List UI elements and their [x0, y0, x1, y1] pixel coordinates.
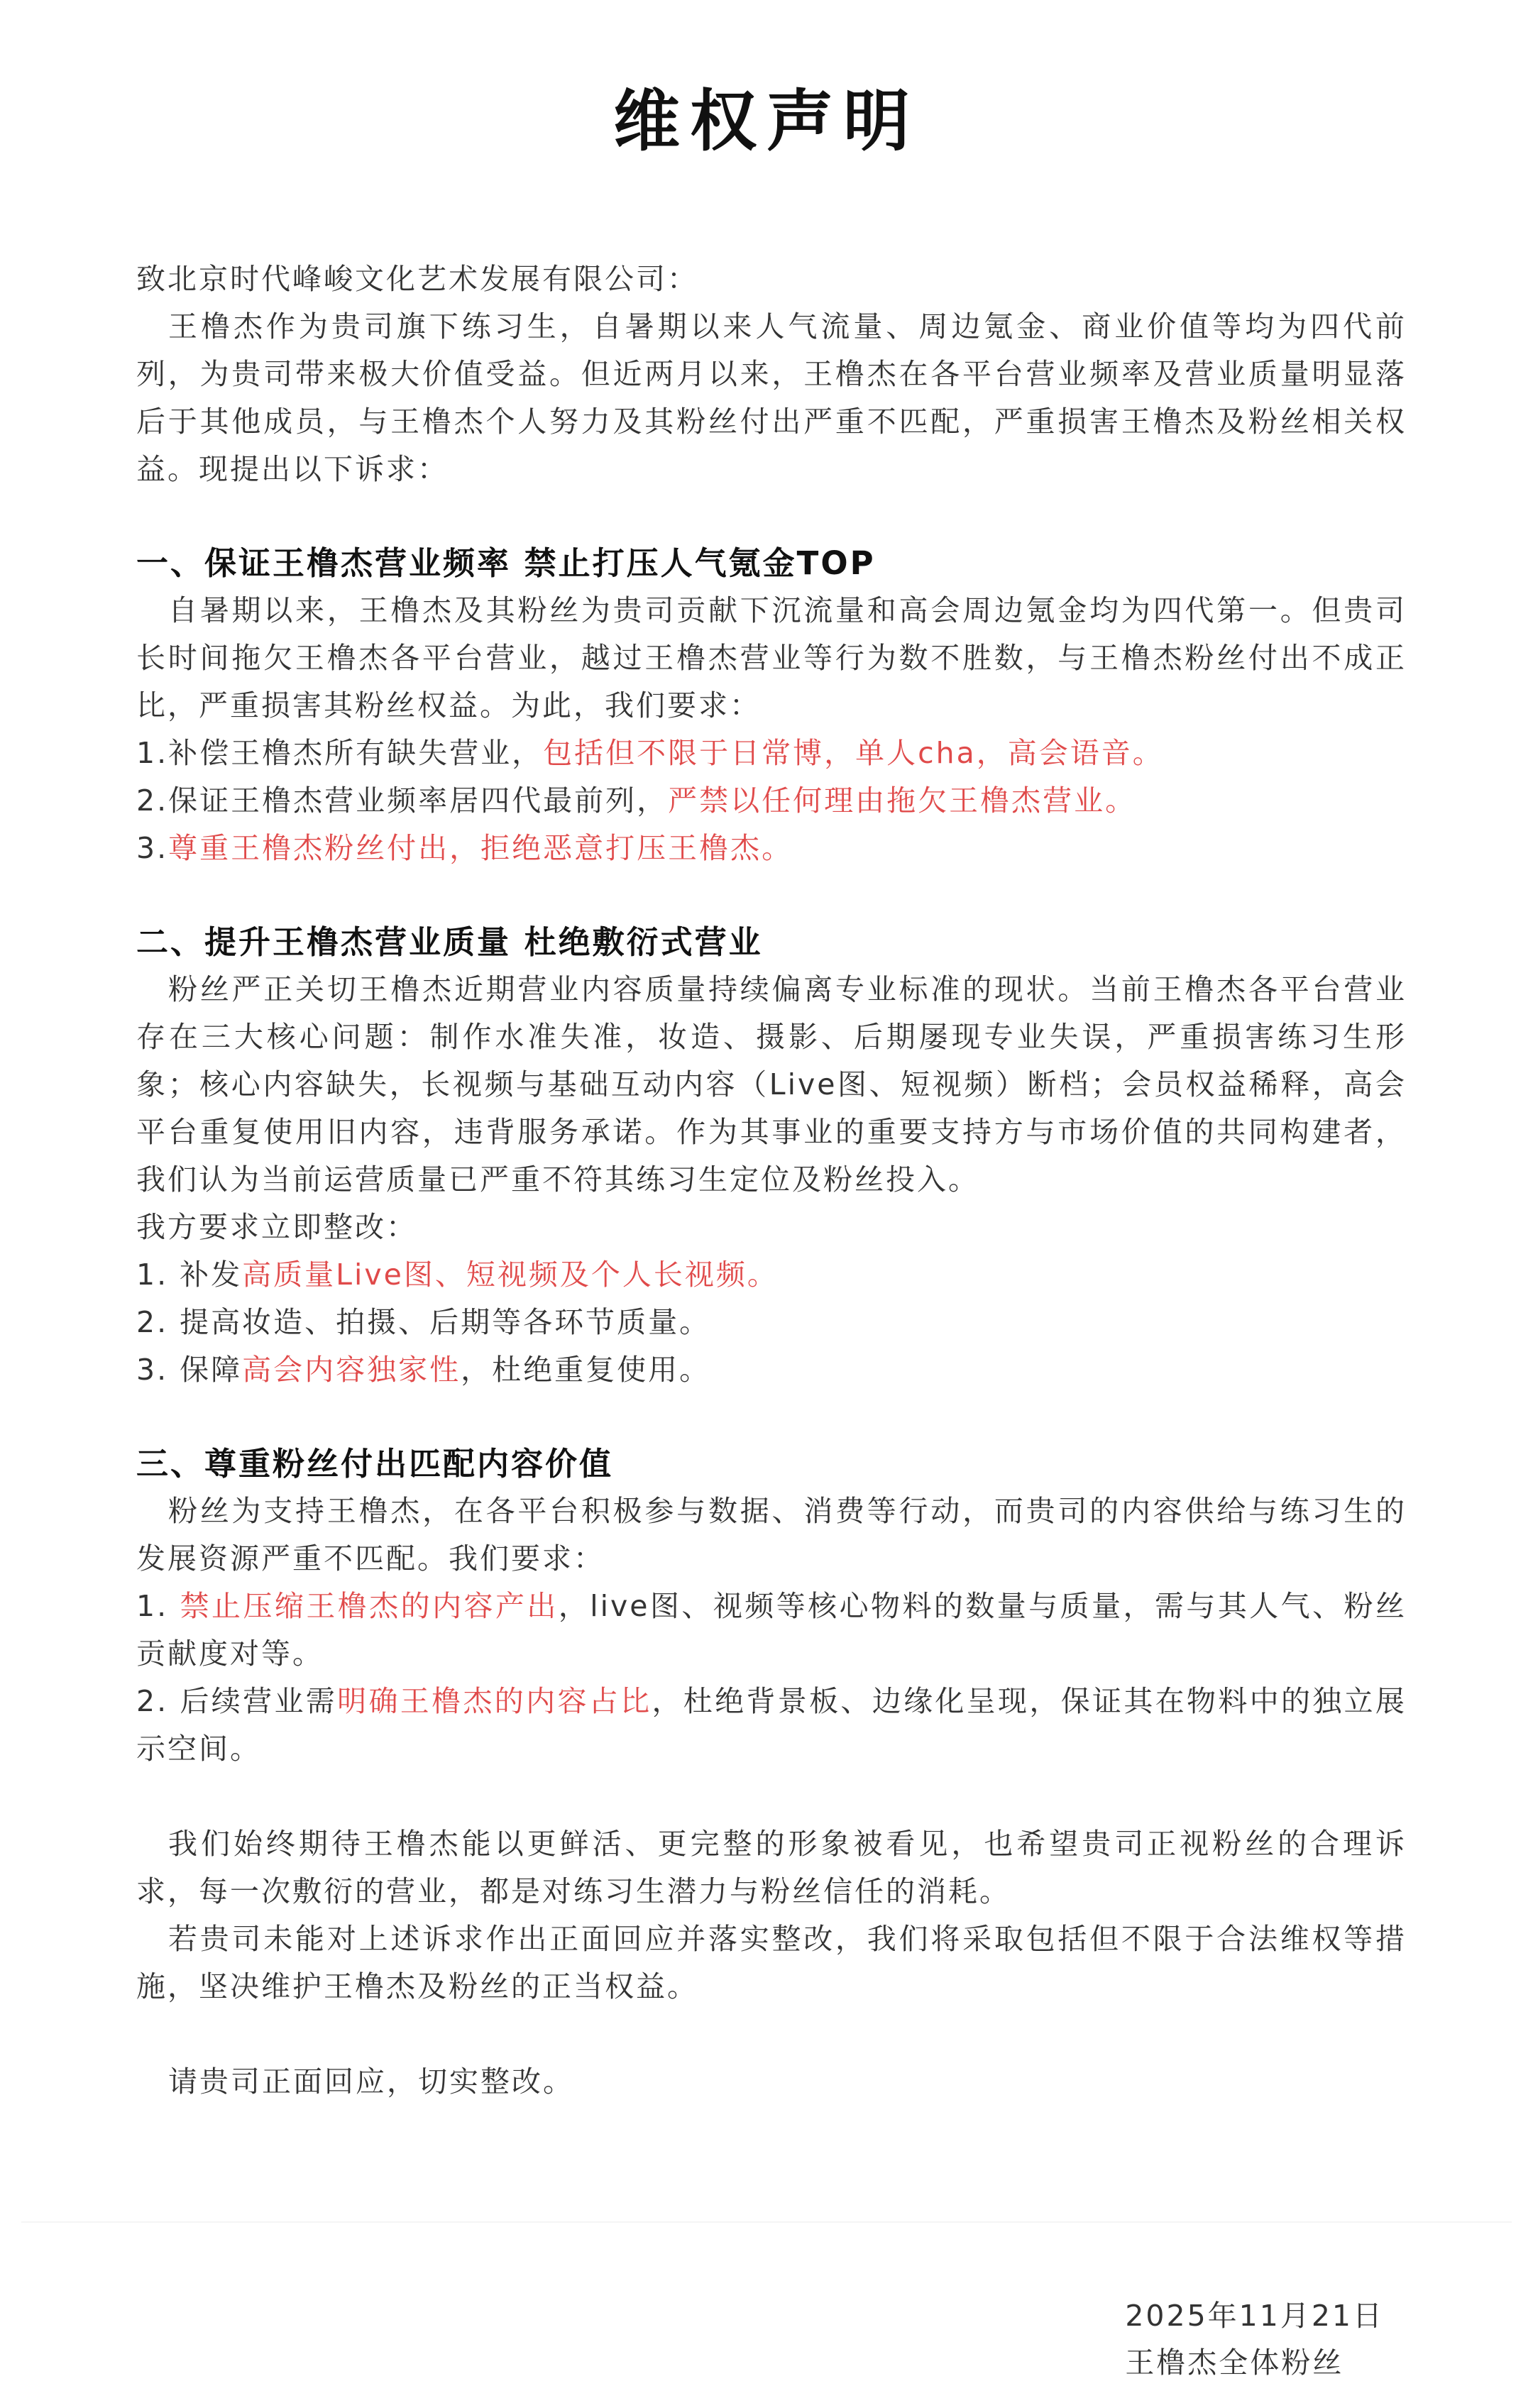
- signature-signer: 王橹杰全体粉丝: [1125, 2346, 1344, 2380]
- highlight-text: 高会内容独家性: [242, 1353, 461, 1387]
- closing-paragraph-3: 请贵司正面回应，切实整改。: [168, 2065, 574, 2099]
- section-3-paragraph: 粉丝为支持王橹杰，在各平台积极参与数据、消费等行动，而贵司的内容供给与练习生的发展资源严重不匹配。我们要求：: [136, 1494, 1407, 1576]
- item-text: ，live图、视频等核心物料的数量与质量，需与其人气、粉丝贡献度对等。: [136, 1589, 1407, 1671]
- section-3-item-2: [136, 1678, 1407, 1773]
- section-1-item-3: [136, 825, 1407, 872]
- section-1-item-2: [136, 777, 1407, 825]
- section-2-demand: 我方要求立即整改：: [136, 1210, 417, 1244]
- section-1-paragraph: 自暑期以来，王橹杰及其粉丝为贵司贡献下沉流量和高会周边氪金均为四代第一。但贵司长时间拖欠王橹杰各平台营业，越过王橹杰营业等行为数不胜数，与王橹杰粉丝付出不成正比，严重损害其粉丝权益。为此，我们要求：: [136, 593, 1407, 722]
- item-text: 1.补偿王橹杰所有缺失营业，: [136, 736, 544, 770]
- section-2-item-2: 2. 提高妆造、拍摄、后期等各环节质量。: [136, 1305, 711, 1339]
- item-text: ，杜绝背景板、边缘化呈现，保证其在物料中的独立展示空间。: [136, 1684, 1407, 1766]
- document-body: [136, 255, 1407, 2106]
- section-2-item-1: [136, 1251, 1407, 1299]
- section-2-item-3: [136, 1346, 1407, 1394]
- highlight-text: 高质量Live图、短视频及个人长视频。: [242, 1258, 779, 1292]
- item-text: 2.保证王橹杰营业频率居四代最前列，: [136, 784, 669, 818]
- highlight-text: 尊重王橹杰粉丝付出，拒绝恶意打压王橹杰。: [168, 831, 793, 865]
- item-text: 3.: [136, 831, 169, 865]
- highlight-text: 严禁以任何理由拖欠王橹杰营业。: [668, 784, 1137, 818]
- signature-block: [1125, 2292, 1384, 2386]
- item-text: 3. 保障: [136, 1353, 243, 1387]
- section-1-item-1: [136, 730, 1407, 777]
- section-2-paragraph: 粉丝严正关切王橹杰近期营业内容质量持续偏离专业标准的现状。当前王橹杰各平台营业存在三大核心问题：制作水准失准，妆造、摄影、后期屡现专业失误，严重损害练习生形象；核心内容缺失，长视频与基础互动内容（Live图、短视频）断档；会员权益稀释，高会平台重复使用旧内容，违背服务承诺。作为其事业的重要支持方与市场价值的共同构建者，我们认为当前运营质量已严重不符其练习生定位及粉丝投入。: [136, 972, 1407, 1197]
- spacer: [136, 2011, 1407, 2058]
- signature-date: 2025年11月21日: [1125, 2299, 1384, 2333]
- section-1-heading: 一、保证王橹杰营业频率 禁止打压人气氪金TOP: [136, 544, 876, 582]
- highlight-text: 禁止压缩王橹杰的内容产出: [180, 1589, 559, 1623]
- item-text: 1.: [136, 1589, 180, 1623]
- highlight-text: 包括但不限于日常博，单人cha，高会语音。: [543, 736, 1164, 770]
- section-3-item-1: [136, 1583, 1407, 1678]
- closing-paragraph-2: 若贵司未能对上述诉求作出正面回应并落实整改，我们将采取包括但不限于合法维权等措施，坚决维护王橹杰及粉丝的正当权益。: [136, 1922, 1407, 2003]
- item-text: 2. 后续营业需: [136, 1684, 338, 1718]
- closing-paragraph-1: 我们始终期待王橹杰能以更鲜活、更完整的形象被看见，也希望贵司正视粉丝的合理诉求，每一次敷衍的营业，都是对练习生潜力与粉丝信任的消耗。: [136, 1827, 1407, 1908]
- divider: [21, 2221, 1512, 2223]
- salutation: 致北京时代峰峻文化艺术发展有限公司：: [136, 262, 698, 296]
- section-2-heading: 二、提升王橹杰营业质量 杜绝敷衍式营业: [136, 923, 763, 961]
- section-3-heading: 三、尊重粉丝付出匹配内容价值: [136, 1445, 614, 1483]
- spacer: [136, 1773, 1407, 1820]
- highlight-text: 明确王橹杰的内容占比: [337, 1684, 652, 1718]
- item-text: 1. 补发: [136, 1258, 243, 1292]
- item-text: ，杜绝重复使用。: [461, 1353, 711, 1387]
- document-title: 维权声明: [612, 83, 920, 160]
- intro-paragraph: 王橹杰作为贵司旗下练习生，自暑期以来人气流量、周边氪金、商业价值等均为四代前列，为贵司带来极大价值受益。但近两月以来，王橹杰在各平台营业频率及营业质量明显落后于其他成员，与王橹杰个人努力及其粉丝付出严重不匹配，严重损害王橹杰及粉丝相关权益。现提出以下诉求：: [136, 309, 1407, 486]
